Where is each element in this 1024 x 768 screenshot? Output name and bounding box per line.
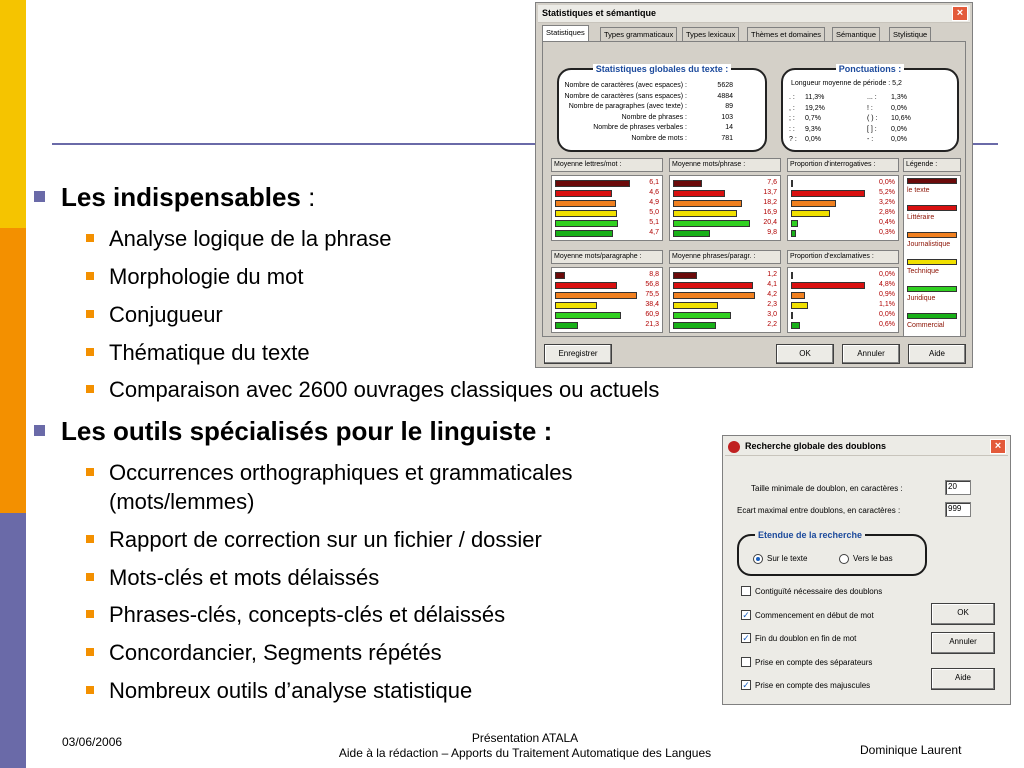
orange-bullet-icon (86, 348, 94, 356)
bar (555, 200, 616, 207)
bar-chart-panel (669, 267, 781, 333)
bar (673, 220, 750, 227)
bar-chart-panel (787, 267, 899, 333)
bar-chart-panel (551, 175, 663, 241)
bar (673, 322, 716, 329)
legend-swatch (907, 178, 957, 184)
tab-statistiques[interactable]: Statistiques (542, 25, 589, 42)
checkbox-label: Fin du doublon en fin de mot (755, 634, 857, 643)
bullet-item-text: (mots/lemmes) (109, 489, 255, 514)
bar-value: 20,4 (763, 219, 777, 226)
bar (791, 302, 808, 309)
bar (791, 322, 800, 329)
chart-panel-header: Moyenne mots/phrase : (669, 158, 781, 172)
punctuation-group (781, 64, 959, 152)
bar-value: 3,0 (767, 311, 777, 318)
bar-value: 4,8% (879, 281, 895, 288)
ok-button[interactable]: OK (931, 603, 995, 625)
punct-value: 0,7% (805, 115, 821, 122)
bar (673, 302, 718, 309)
bar-value: 38,4 (645, 301, 659, 308)
bullet-item-text: Concordancier, Segments répétés (109, 640, 442, 665)
global-stat-label: Nombre de caractères (sans espaces) : (564, 92, 687, 100)
bar (791, 292, 805, 299)
bullet-item-text: Morphologie du mot (109, 264, 304, 289)
bar (673, 210, 737, 217)
bar-row (673, 209, 777, 218)
bar-row (673, 271, 777, 280)
checkbox[interactable] (741, 657, 751, 667)
legend-label: Juridique (907, 295, 936, 302)
bar-value: 0,4% (879, 219, 895, 226)
help-button[interactable]: Aide (931, 668, 995, 690)
tab-stylistique[interactable]: Stylistique (889, 27, 931, 41)
cancel-button[interactable]: Annuler (842, 344, 900, 364)
punct-symbol: ; : (789, 115, 795, 122)
global-stat-value: 5628 (717, 82, 733, 89)
bar-row (673, 321, 777, 330)
bar-value: 0,6% (879, 321, 895, 328)
bullet-item-text: Occurrences orthographiques et grammaticales (109, 460, 573, 485)
punct-symbol: [ ] : (867, 125, 877, 133)
bullet-item-text: Comparaison avec 2600 ouvrages classiques ou actuels (109, 377, 660, 402)
legend-label: Journalistique (907, 241, 951, 248)
punct-value: 0,0% (805, 136, 821, 143)
min-size-label: Taille minimale de doublon, en caractères : (751, 484, 903, 493)
period-length: Longueur moyenne de période : 5,2 (791, 80, 902, 87)
bar-value: 0,3% (879, 229, 895, 236)
orange-bullet-icon (86, 234, 94, 242)
bullet-item-text: Nombreux outils d’analyse statistique (109, 678, 473, 703)
checkbox-label: Prise en compte des majuscules (755, 681, 871, 690)
checkbox-label: Prise en compte des séparateurs (755, 657, 873, 667)
duplicates-window-title: Recherche globale des doublons (745, 441, 887, 451)
bar-row (673, 311, 777, 320)
legend-swatch (907, 286, 957, 292)
global-stat-label: Nombre de phrases : (621, 113, 687, 121)
global-stat-label: Nombre de caractères (avec espaces) : (564, 82, 687, 89)
bar (555, 190, 612, 197)
bar-value: 0,9% (879, 291, 895, 298)
punct-value: 19,2% (805, 104, 825, 112)
bar-value: 6,1 (649, 179, 659, 186)
global-stat-value: 89 (725, 103, 733, 110)
bar (791, 230, 796, 237)
bar-value: 4,1 (767, 281, 777, 288)
stripe-orange (0, 228, 26, 513)
bar (673, 230, 710, 237)
bar-row (555, 189, 659, 198)
bar-value: 75,5 (645, 291, 659, 298)
orange-bullet-icon (86, 272, 94, 280)
bar-value: 0,0% (879, 271, 895, 278)
checkbox[interactable]: ✓ (742, 609, 750, 620)
bar-value: 2,3 (767, 301, 777, 308)
bar-value: 4,2 (767, 291, 777, 298)
bullet-item-text: Rapport de correction sur un fichier / dossier (109, 527, 542, 552)
global-stat-value: 103 (721, 113, 733, 121)
footer-subtitle: Aide à la rédaction – Apports du Traitement Automatique des Langues (338, 746, 712, 760)
bar (555, 302, 597, 309)
bar-row (555, 301, 659, 310)
square-bullet-icon (34, 425, 45, 436)
bar-row (555, 199, 659, 208)
bar-value: 4,7 (649, 229, 659, 236)
bar (673, 312, 731, 319)
punct-value: 1,3% (891, 94, 907, 101)
punct-symbol: . : (789, 94, 795, 101)
checkbox[interactable] (741, 586, 751, 596)
orange-bullet-icon (86, 310, 94, 318)
bar-value: 1,2 (767, 271, 777, 278)
bar-row (673, 229, 777, 238)
bar-value: 0,0% (879, 311, 895, 318)
max-gap-input[interactable]: 999 (945, 502, 971, 517)
tab-themes-domaines[interactable]: Thèmes et domaines (747, 27, 825, 41)
punct-value: 0,0% (891, 136, 907, 143)
duplicates-window (722, 435, 1011, 705)
tab-semantique[interactable]: Sémantique (832, 27, 880, 41)
radio-sur-le-texte[interactable] (753, 554, 763, 564)
footer-title: Présentation ATALA (471, 731, 579, 745)
orange-bullet-icon (86, 610, 94, 618)
bar-row (791, 189, 895, 198)
bar-row (791, 291, 895, 300)
bar (555, 312, 621, 319)
orange-bullet-icon (86, 535, 94, 543)
bar-row (791, 301, 895, 310)
punct-value: 10,6% (891, 115, 911, 122)
punct-value: 0,0% (891, 104, 907, 112)
bar (791, 180, 793, 187)
chart-panel-header: Proportion d'exclamatives : (787, 250, 899, 264)
bar-row (791, 179, 895, 188)
radio-vers-le-bas-label: Vers le bas (853, 554, 893, 563)
bar (791, 282, 865, 289)
bar-row (791, 209, 895, 218)
save-button[interactable]: Enregistrer (544, 344, 612, 364)
bar-row (673, 199, 777, 208)
bar-value: 3,2% (879, 199, 895, 206)
legend-box (903, 175, 961, 337)
bar-row (555, 271, 659, 280)
bar (555, 210, 617, 217)
punct-symbol: ! : (867, 104, 873, 112)
bar-row (791, 281, 895, 290)
bar-chart-panel (669, 175, 781, 241)
global-stats-group (557, 64, 767, 152)
footer-date: 03/06/2006 (62, 735, 123, 749)
bar-value: 5,0 (649, 209, 659, 216)
tab-types-lexicaux[interactable]: Types lexicaux (682, 27, 739, 41)
bar (673, 180, 702, 187)
bar (791, 190, 865, 197)
global-stat-value: 4884 (717, 92, 733, 100)
bar (555, 322, 578, 329)
app-icon (728, 441, 740, 453)
orange-bullet-icon (86, 686, 94, 694)
bullet-item-text: Thématique du texte (109, 340, 310, 365)
bar-value: 18,2 (763, 199, 777, 206)
bar-value: 16,9 (763, 209, 777, 216)
bar-row (555, 179, 659, 188)
bar-row (555, 321, 659, 330)
bar-value: 2,8% (879, 209, 895, 216)
bar-row (673, 189, 777, 198)
legend-swatch (907, 232, 957, 238)
legend-label: le texte (907, 187, 930, 194)
global-stats-title: Statistiques globales du texte : (593, 64, 732, 74)
bar-row (673, 219, 777, 228)
square-bullet-icon (34, 191, 45, 202)
tab-types-grammaticaux[interactable]: Types grammaticaux (600, 27, 677, 41)
bar-value: 4,9 (649, 199, 659, 206)
global-stat-label: Nombre de paragraphes (avec texte) : (568, 103, 687, 110)
checkbox[interactable]: ✓ (742, 680, 750, 690)
help-button[interactable]: Aide (908, 344, 966, 364)
bullet-section-2 (34, 416, 552, 447)
chart-panel-header: Proportion d'interrogatives : (787, 158, 899, 172)
bar (791, 220, 798, 227)
bar-value: 8,8 (649, 271, 659, 278)
bar-value: 1,1% (879, 301, 895, 308)
bar (555, 272, 565, 279)
punct-value: 11,3% (805, 94, 825, 101)
max-gap-label: Ecart maximal entre doublons, en caractères : (737, 506, 901, 515)
bar-row (673, 281, 777, 290)
orange-bullet-icon (86, 648, 94, 656)
punct-symbol: - : (867, 136, 874, 143)
bar-row (555, 219, 659, 228)
bar-chart-panel (551, 267, 663, 333)
bar-row (555, 229, 659, 238)
bar-row (791, 229, 895, 238)
checkbox[interactable]: ✓ (742, 633, 750, 643)
legend-swatch (907, 259, 957, 265)
bar-value: 4,6 (649, 189, 659, 196)
bar (673, 282, 753, 289)
legend-swatch (907, 205, 957, 211)
radio-sur-le-texte-label: Sur le texte (767, 554, 808, 563)
bar (555, 282, 617, 289)
bar-row (673, 291, 777, 300)
section-1-colon: : (300, 182, 316, 212)
punctuation-title: Ponctuations : (836, 64, 905, 74)
punct-symbol: ... : (867, 94, 877, 101)
legend-label: Commercial (907, 322, 945, 329)
legend-label: Technique (907, 268, 939, 275)
stats-window (535, 2, 973, 368)
global-stat-value: 781 (721, 134, 733, 142)
punct-value: 9,3% (805, 125, 821, 133)
bar-row (555, 311, 659, 320)
punct-symbol: ( ) : (867, 115, 878, 122)
bar-row (791, 321, 895, 330)
bar-value: 0,0% (879, 179, 895, 186)
radio-vers-le-bas[interactable] (839, 554, 849, 564)
duplicates-window-titlebar[interactable] (725, 438, 1008, 456)
close-icon[interactable]: × (990, 439, 1006, 454)
bullet-item-text: Mots-clés et mots délaissés (109, 565, 380, 590)
bar-row (555, 291, 659, 300)
bar-value: 7,6 (767, 179, 777, 186)
stripe-yellow (0, 0, 26, 228)
bar (555, 230, 613, 237)
bar (555, 180, 630, 187)
orange-bullet-icon (86, 385, 94, 393)
bar (673, 200, 742, 207)
bar-row (673, 301, 777, 310)
bullet-item-text: Conjugueur (109, 302, 223, 327)
bar-value: 60,9 (645, 311, 659, 318)
punct-symbol: ? : (789, 136, 797, 143)
footer-author: Dominique Laurent (860, 743, 962, 757)
bar (791, 210, 830, 217)
bullet-item-text: Phrases-clés, concepts-clés et délaissés (109, 602, 506, 627)
bar-row (673, 179, 777, 188)
bullet-section-1 (34, 182, 315, 213)
search-scope-title: Etendue de la recherche (755, 530, 865, 540)
chart-panel-header: Moyenne mots/paragraphe : (551, 250, 663, 264)
legend-header: Légende : (903, 158, 961, 172)
global-stat-value: 14 (725, 124, 733, 131)
bar (673, 190, 725, 197)
bar-row (791, 271, 895, 280)
global-stat-label: Nombre de phrases verbales : (593, 124, 687, 131)
bar-value: 21,3 (645, 321, 659, 328)
bar-value: 9,8 (767, 229, 777, 236)
bar-value: 5,1 (649, 219, 659, 226)
bar (673, 292, 755, 299)
bullet-item-text: Analyse logique de la phrase (109, 226, 392, 251)
stats-panel (542, 41, 966, 337)
close-icon[interactable]: × (952, 6, 968, 21)
orange-bullet-icon (86, 468, 94, 476)
chart-panel-header: Moyenne phrases/paragr. : (669, 250, 781, 264)
bar-chart-panel (787, 175, 899, 241)
bar (791, 312, 793, 319)
bar-value: 5,2% (879, 189, 895, 196)
stats-window-title: Statistiques et sémantique (542, 8, 657, 18)
bar-value: 13,7 (763, 189, 777, 196)
global-stat-label: Nombre de mots : (631, 134, 687, 142)
bar-row (791, 199, 895, 208)
section-1-title: Les indispensables (61, 182, 301, 212)
punct-symbol: , : (789, 104, 795, 112)
orange-bullet-icon (86, 573, 94, 581)
stripe-purple (0, 513, 26, 768)
stats-window-titlebar[interactable] (538, 5, 970, 23)
bar-value: 2,2 (767, 321, 777, 328)
bar (791, 272, 793, 279)
search-scope-group (737, 530, 927, 576)
ok-button[interactable]: OK (776, 344, 834, 364)
bar-row (555, 209, 659, 218)
bar (791, 200, 836, 207)
checkbox-label: Contiguïté nécessaire des doublons (755, 587, 883, 596)
legend-swatch (907, 313, 957, 319)
bar-value: 56,8 (645, 281, 659, 288)
punct-symbol: : : (789, 125, 795, 133)
bar (555, 220, 618, 227)
bar (555, 292, 637, 299)
cancel-button[interactable]: Annuler (931, 632, 995, 654)
punct-value: 0,0% (891, 125, 907, 133)
section-2-title: Les outils spécialisés pour le linguiste : (61, 416, 553, 446)
bar-row (791, 311, 895, 320)
min-size-input[interactable]: 20 (945, 480, 971, 495)
bar (673, 272, 697, 279)
checkbox-label: Commencement en début de mot (755, 610, 874, 620)
legend-label: Littéraire (907, 214, 935, 221)
bar-row (791, 219, 895, 228)
chart-panel-header: Moyenne lettres/mot : (551, 158, 663, 172)
bar-row (555, 281, 659, 290)
